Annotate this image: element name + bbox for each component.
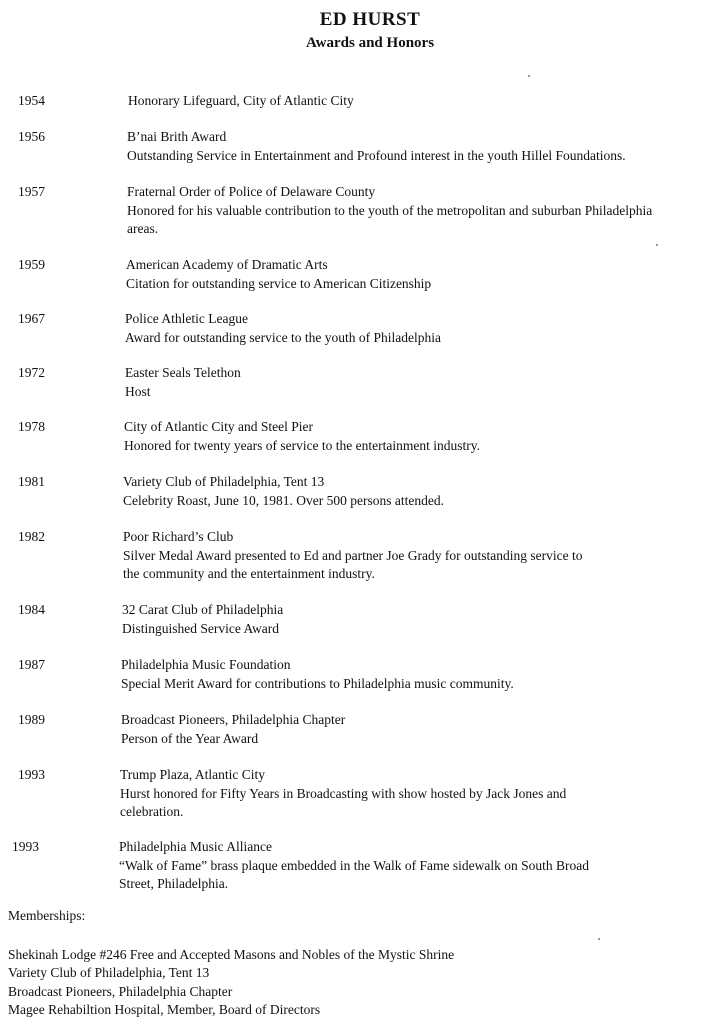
award-year: 1993	[18, 767, 45, 782]
award-line: “Walk of Fame” brass plaque embedded in the Walk of Fame sidewalk on South Broad	[119, 857, 589, 873]
page-subtitle: Awards and Honors	[305, 35, 435, 51]
award-line: the community and the entertainment industry.	[123, 566, 375, 581]
scan-speck	[528, 75, 530, 77]
award-line: Poor Richard’s Club	[123, 529, 234, 544]
membership-item: Variety Club of Philadelphia, Tent 13	[8, 965, 210, 981]
page-title: ED HURST	[319, 9, 421, 30]
scan-speck	[656, 244, 658, 246]
membership-item: Broadcast Pioneers, Philadelphia Chapter	[8, 983, 233, 999]
award-line: Police Athletic League	[125, 311, 248, 326]
award-year: 1957	[18, 184, 45, 199]
award-year: 1954	[18, 93, 45, 108]
award-line: Fraternal Order of Police of Delaware County	[127, 184, 376, 199]
award-line: 32 Carat Club of Philadelphia	[122, 602, 284, 617]
scan-speck	[598, 938, 600, 940]
award-line: areas.	[127, 221, 159, 236]
award-line: Philadelphia Music Alliance	[119, 839, 272, 854]
award-year: 1967	[18, 311, 45, 326]
award-line: Hurst honored for Fifty Years in Broadcasting with show hosted by Jack Jones and	[120, 785, 567, 801]
award-line: Honorary Lifeguard, City of Atlantic City	[128, 93, 354, 108]
membership-item: Shekinah Lodge #246 Free and Accepted Masons and Nobles of the Mystic Shrine	[8, 947, 455, 962]
award-year: 1959	[18, 257, 45, 272]
award-line: Broadcast Pioneers, Philadelphia Chapter	[121, 712, 346, 727]
award-line: Distinguished Service Award	[122, 620, 279, 636]
award-line: Citation for outstanding service to American Citizenship	[126, 275, 432, 291]
award-line: Celebrity Roast, June 10, 1981. Over 500 persons attended.	[123, 492, 444, 508]
award-year: 1987	[18, 657, 45, 672]
award-line: Honored for his valuable contribution to the youth of the metropolitan and suburban Philadelphia	[127, 202, 653, 218]
award-line: Variety Club of Philadelphia, Tent 13	[123, 474, 325, 489]
award-year: 1993	[12, 839, 39, 854]
award-year: 1984	[18, 602, 45, 617]
award-line: Person of the Year Award	[121, 730, 259, 746]
award-line: City of Atlantic City and Steel Pier	[124, 419, 313, 434]
award-year: 1978	[18, 419, 45, 434]
award-line: Philadelphia Music Foundation	[121, 657, 291, 672]
award-line: Trump Plaza, Atlantic City	[120, 767, 265, 782]
award-year: 1989	[18, 712, 45, 727]
award-year: 1981	[18, 474, 45, 489]
award-line: Special Merit Award for contributions to Philadelphia music community.	[121, 675, 514, 691]
membership-item: Magee Rehabiltion Hospital, Member, Board of Directors	[8, 1001, 321, 1017]
award-line: Silver Medal Award presented to Ed and partner Joe Grady for outstanding service to	[123, 547, 583, 563]
award-year: 1956	[18, 129, 45, 144]
award-line: Host	[125, 383, 151, 399]
award-line: Outstanding Service in Entertainment and Profound interest in the youth Hillel Foundations.	[127, 147, 626, 163]
award-line: American Academy of Dramatic Arts	[126, 257, 328, 272]
award-year: 1972	[18, 365, 45, 380]
award-line: celebration.	[120, 804, 184, 819]
award-line: B’nai Brith Award	[127, 129, 227, 144]
memberships-list	[8, 946, 454, 1019]
award-line: Award for outstanding service to the youth of Philadelphia	[125, 329, 441, 345]
award-line: Easter Seals Telethon	[125, 365, 241, 380]
award-line: Honored for twenty years of service to the entertainment industry.	[124, 437, 481, 453]
award-line: Street, Philadelphia.	[119, 876, 229, 891]
award-year: 1982	[18, 529, 45, 544]
memberships-heading: Memberships:	[8, 908, 86, 923]
